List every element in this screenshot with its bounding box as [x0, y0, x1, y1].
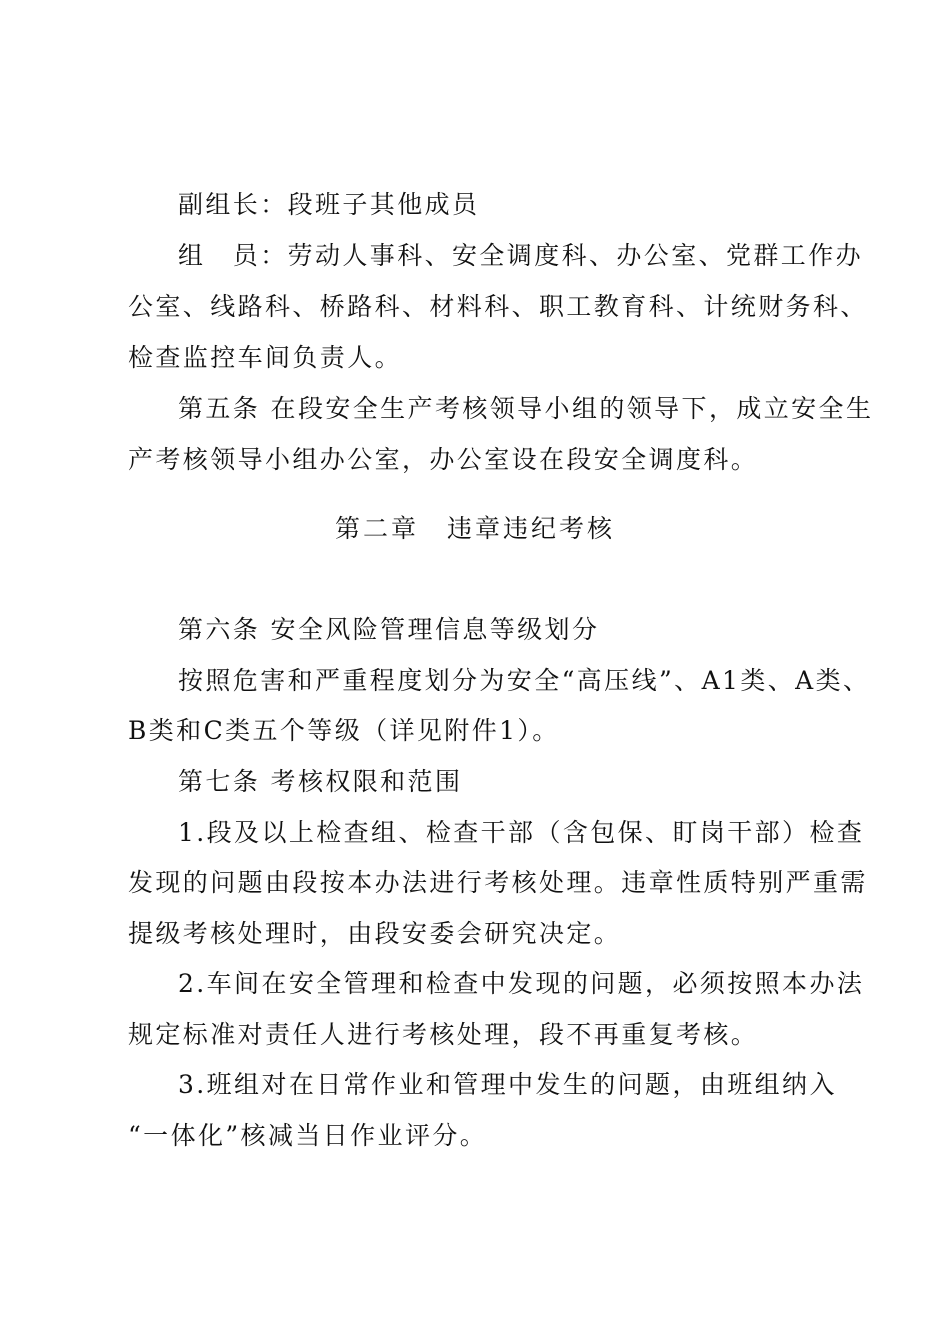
article-7-title: 第七条 考核权限和范围	[178, 767, 463, 796]
article-6-title: 第六条 安全风险管理信息等级划分	[178, 615, 600, 644]
chapter-heading: 第二章 违章违纪考核	[334, 514, 615, 543]
members-line-2: 公室、线路科、桥路科、材料科、职工教育科、计统财务科、	[128, 292, 868, 321]
article-6-line-2: B类和C类五个等级（详见附件1）。	[128, 716, 560, 745]
members-line-3: 检查监控车间负责人。	[128, 343, 403, 372]
article-5-line-2: 产考核领导小组办公室，办公室设在段安全调度科。	[128, 445, 759, 474]
item-3-line-2: “一体化”核减当日作业评分。	[128, 1121, 488, 1150]
item-2-line-2: 规定标准对责任人进行考核处理，段不再重复考核。	[128, 1020, 759, 1049]
article-6-line-1: 按照危害和严重程度划分为安全“高压线”、A1类、A类、	[178, 666, 871, 695]
deputy-leader-line: 副组长：段班子其他成员	[178, 190, 480, 219]
item-2-line-1: 2.车间在安全管理和检查中发现的问题，必须按照本办法	[178, 969, 865, 998]
members-line-1: 组 员：劳动人事科、安全调度科、办公室、党群工作办	[178, 241, 864, 270]
item-1-line-2: 发现的问题由段按本办法进行考核处理。违章性质特别严重需	[128, 868, 868, 897]
item-3-line-1: 3.班组对在日常作业和管理中发生的问题，由班组纳入	[178, 1070, 837, 1099]
item-1-line-1: 1.段及以上检查组、检查干部（含包保、盯岗干部）检查	[178, 818, 865, 847]
article-5-line-1: 第五条 在段安全生产考核领导小组的领导下，成立安全生	[178, 394, 874, 423]
item-1-line-3: 提级考核处理时，由段安委会研究决定。	[128, 919, 622, 948]
